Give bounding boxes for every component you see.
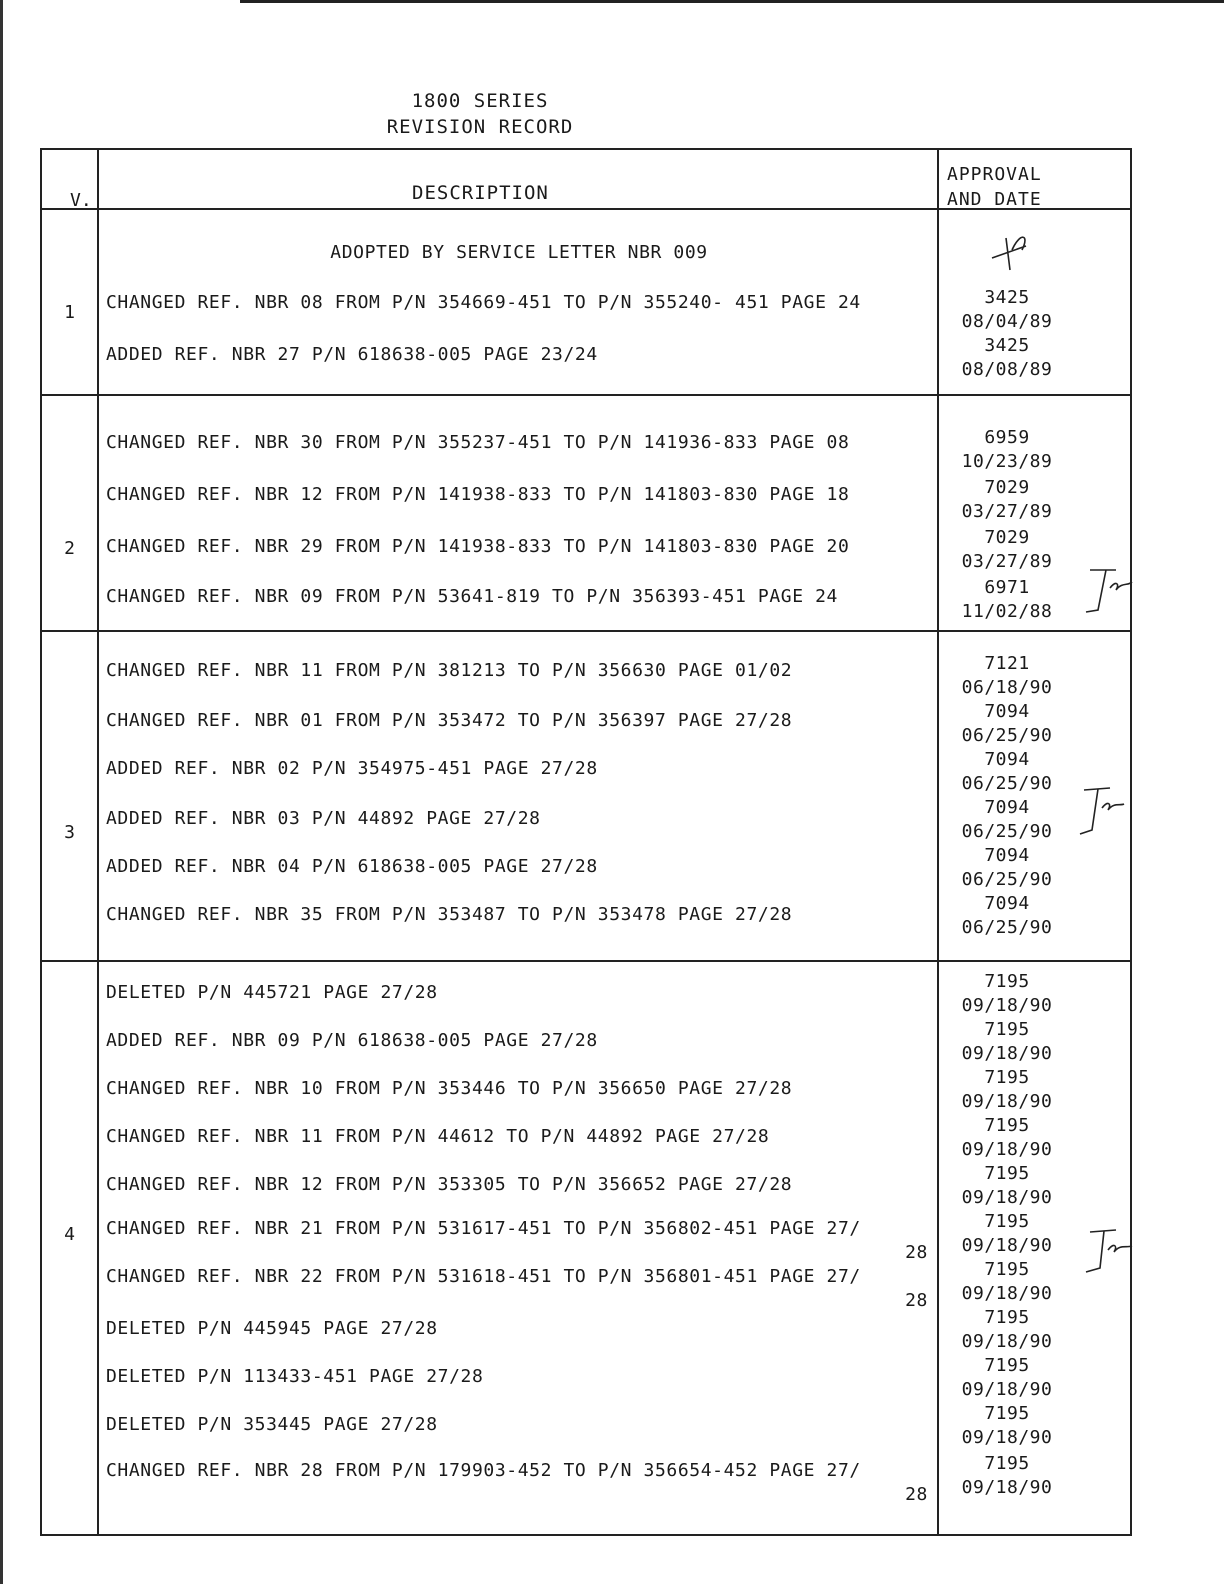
approval-date: 06/25/90 [961,773,1053,794]
left-border-rule [0,0,3,1584]
entry-description: ADDED REF. NBR 02 P/N 354975-451 PAGE 27/28 [106,758,598,779]
approval-initials-mark [1074,1224,1134,1284]
rev-column-header: V. [70,190,92,211]
approval-date: 09/18/90 [961,1379,1053,1400]
approval-code: 7029 [984,527,1030,548]
entry-text-continuation: 28 [905,1484,928,1505]
entry-description: CHANGED REF. NBR 08 FROM P/N 354669-451 TO P/N 355240- 451 PAGE 24 [106,292,861,313]
approval-initials-mark [982,220,1042,280]
approval-code: 7195 [984,1259,1030,1280]
approval-entry [942,892,1072,940]
approval-entry [942,700,1072,748]
top-border-rule [240,0,1224,3]
revision-table [40,148,1132,1536]
approval-initials-mark [1066,782,1126,842]
column-divider [97,396,99,630]
approval-date: 10/23/89 [961,451,1053,472]
approval-entry [942,526,1072,574]
entry-description: ADOPTED BY SERVICE LETTER NBR 009 [330,242,708,263]
description-column-header: DESCRIPTION [412,182,549,204]
approval-date: 11/02/88 [961,601,1053,622]
approval-date: 09/18/90 [961,1427,1053,1448]
approval-date: 09/18/90 [961,995,1053,1016]
approval-entry [942,1354,1072,1402]
approval-code: 7094 [984,845,1030,866]
approval-code: 7195 [984,971,1030,992]
entry-text-continuation: 28 [905,1242,928,1263]
approval-date: 06/25/90 [961,821,1053,842]
approval-entry [942,796,1072,844]
revision-number: 1 [64,302,75,323]
approval-code: 3425 [984,335,1030,356]
approval-code: 7094 [984,749,1030,770]
approval-entry [942,1306,1072,1354]
entry-description [106,1266,932,1312]
column-divider [937,150,939,208]
approval-code: 7195 [984,1067,1030,1088]
approval-code: 7094 [984,893,1030,914]
entry-description: CHANGED REF. NBR 11 FROM P/N 44612 TO P/N 44892 PAGE 27/28 [106,1126,770,1147]
approval-entry [942,476,1072,524]
approval-date: 06/25/90 [961,917,1053,938]
approval-date: 09/18/90 [961,1331,1053,1352]
entry-description: ADDED REF. NBR 03 P/N 44892 PAGE 27/28 [106,808,541,829]
approval-date: 09/18/90 [961,1139,1053,1160]
entry-description: ADDED REF. NBR 09 P/N 618638-005 PAGE 27/28 [106,1030,598,1051]
approval-code: 6971 [984,577,1030,598]
approval-header-line-2: AND DATE [947,189,1042,210]
approval-date: 09/18/90 [961,1283,1053,1304]
approval-entry [942,1258,1072,1306]
entry-description: DELETED P/N 113433-451 PAGE 27/28 [106,1366,484,1387]
revision-section-2 [42,396,1130,632]
approval-code: 7121 [984,653,1030,674]
approval-entry [942,426,1072,474]
approval-code: 7195 [984,1211,1030,1232]
approval-date: 03/27/89 [961,551,1053,572]
entry-description [106,1218,932,1264]
entry-description: CHANGED REF. NBR 01 FROM P/N 353472 TO P/N 356397 PAGE 27/28 [106,710,793,731]
approval-entry [942,1452,1072,1500]
entry-description: DELETED P/N 353445 PAGE 27/28 [106,1414,438,1435]
entry-description: ADDED REF. NBR 27 P/N 618638-005 PAGE 23/24 [106,344,598,365]
entry-description: CHANGED REF. NBR 29 FROM P/N 141938-833 TO P/N 141803-830 PAGE 20 [106,536,850,557]
entry-description: CHANGED REF. NBR 10 FROM P/N 353446 TO P/N 356650 PAGE 27/28 [106,1078,793,1099]
approval-entry [942,1402,1072,1450]
approval-entry [942,1162,1072,1210]
approval-initials-mark [1076,560,1136,620]
approval-code: 7094 [984,701,1030,722]
document-title-block [300,88,660,140]
approval-date: 09/18/90 [961,1091,1053,1112]
approval-entry [942,1018,1072,1066]
entry-description [106,1460,932,1506]
column-divider [97,962,99,1534]
column-divider [97,150,99,208]
column-divider [937,396,939,630]
column-divider [97,210,99,394]
approval-date: 09/18/90 [961,1477,1053,1498]
entry-description: ADDED REF. NBR 04 P/N 618638-005 PAGE 27/28 [106,856,598,877]
approval-date: 09/18/90 [961,1043,1053,1064]
entry-text-continuation: 28 [905,1290,928,1311]
approval-date: 08/04/89 [961,311,1053,332]
column-divider [937,962,939,1534]
column-divider [937,210,939,394]
entry-text: CHANGED REF. NBR 28 FROM P/N 179903-452 TO P/N 356654-452 PAGE 27/ [106,1460,861,1481]
entry-description: DELETED P/N 445945 PAGE 27/28 [106,1318,438,1339]
approval-entry [942,1114,1072,1162]
entry-text: CHANGED REF. NBR 21 FROM P/N 531617-451 TO P/N 356802-451 PAGE 27/ [106,1218,861,1239]
revision-section-4 [42,962,1130,1534]
revision-number: 4 [64,1224,75,1245]
approval-code: 3425 [984,287,1030,308]
approval-code: 7195 [984,1019,1030,1040]
revision-number: 2 [64,538,75,559]
approval-code: 7195 [984,1307,1030,1328]
entry-description: CHANGED REF. NBR 12 FROM P/N 353305 TO P/N 356652 PAGE 27/28 [106,1174,793,1195]
revision-number: 3 [64,822,75,843]
approval-entry [942,334,1072,382]
approval-date: 09/18/90 [961,1235,1053,1256]
approval-entry [942,652,1072,700]
approval-date: 03/27/89 [961,501,1053,522]
approval-code: 6959 [984,427,1030,448]
approval-date: 08/08/89 [961,359,1053,380]
entry-description: CHANGED REF. NBR 11 FROM P/N 381213 TO P/N 356630 PAGE 01/02 [106,660,793,681]
approval-column-header [947,162,1042,212]
approval-entry [942,576,1072,624]
approval-entry [942,1210,1072,1258]
record-title: REVISION RECORD [386,116,574,138]
entry-description: CHANGED REF. NBR 30 FROM P/N 355237-451 TO P/N 141936-833 PAGE 08 [106,432,850,453]
approval-code: 7195 [984,1453,1030,1474]
approval-code: 7029 [984,477,1030,498]
approval-header-line-1: APPROVAL [947,164,1042,185]
table-header-row [42,150,1130,210]
approval-code: 7094 [984,797,1030,818]
approval-entry [942,844,1072,892]
approval-entry [942,286,1072,334]
entry-description: CHANGED REF. NBR 09 FROM P/N 53641-819 TO P/N 356393-451 PAGE 24 [106,586,838,607]
approval-code: 7195 [984,1403,1030,1424]
approval-code: 7195 [984,1115,1030,1136]
revision-section-3 [42,632,1130,962]
approval-code: 7195 [984,1355,1030,1376]
entry-text: CHANGED REF. NBR 22 FROM P/N 531618-451 TO P/N 356801-451 PAGE 27/ [106,1266,861,1287]
approval-date: 06/25/90 [961,869,1053,890]
approval-date: 06/25/90 [961,725,1053,746]
series-title: 1800 SERIES [411,90,549,112]
approval-date: 09/18/90 [961,1187,1053,1208]
approval-date: 06/18/90 [961,677,1053,698]
approval-entry [942,748,1072,796]
entry-description: DELETED P/N 445721 PAGE 27/28 [106,982,438,1003]
column-divider [97,632,99,960]
entry-description: CHANGED REF. NBR 12 FROM P/N 141938-833 TO P/N 141803-830 PAGE 18 [106,484,850,505]
approval-entry [942,1066,1072,1114]
column-divider [937,632,939,960]
revision-section-1 [42,210,1130,396]
approval-code: 7195 [984,1163,1030,1184]
entry-description: CHANGED REF. NBR 35 FROM P/N 353487 TO P/N 353478 PAGE 27/28 [106,904,793,925]
approval-entry [942,970,1072,1018]
